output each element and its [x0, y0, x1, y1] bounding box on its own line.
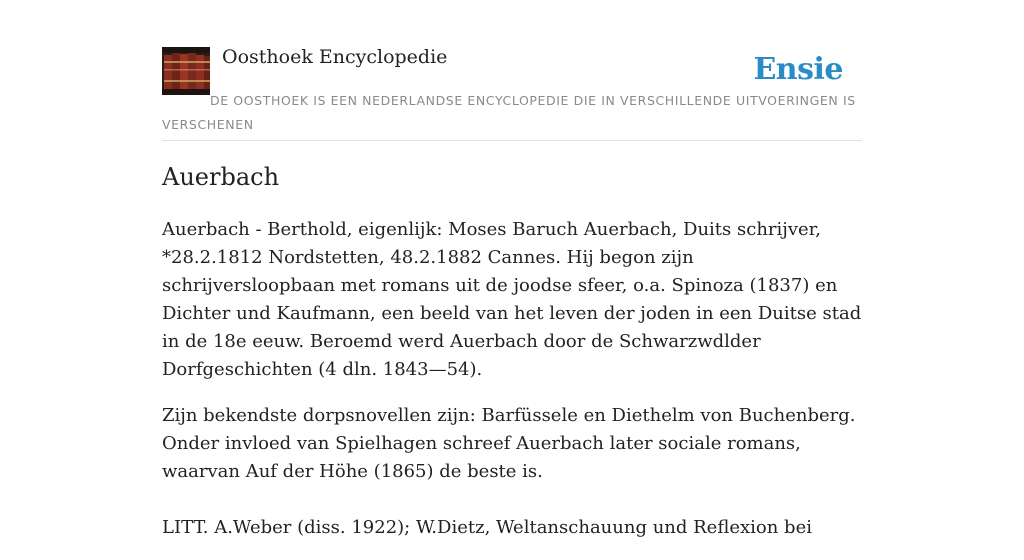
article-paragraph: Zijn bekendste dorpsnovellen zijn: Barfüssele en Diethelm von Buchenberg. Onder invloed van Spielhagen schreef Auerbach later sociale romans, waarvan Auf der Höhe (1865) de beste is. — [162, 405, 856, 482]
encyclopedia-books-icon[interactable] — [162, 47, 210, 95]
article-literature: LITT. A.Weber (diss. 1922); W.Dietz, Weltanschauung und Reflexion bei — [162, 517, 812, 538]
site-tagline: DE OOSTHOEK IS EEN NEDERLANDSE ENCYCLOPEDIE DIE IN VERSCHILLENDE UITVOERINGEN IS VERSCHENEN — [162, 93, 856, 132]
site-header — [162, 0, 862, 141]
content-container — [162, 0, 862, 538]
brand-logo[interactable]: Ensie — [753, 52, 843, 87]
article-paragraph: Auerbach - Berthold, eigenlijk: Moses Baruch Auerbach, Duits schrijver, *28.2.1812 Nordstetten, 48.2.1882 Cannes. Hij begon zijn schrijversloopbaan met romans uit de joodse sfeer, o.a. Spinoza (1837) en Dichter und Kaufmann, een beeld van het leven der joden in een Duitse stad in de 18e eeuw. Beroemd werd Auerbach door de Schwarzwdlder Dorfgeschichten (4 dln. 1843—54). — [162, 219, 862, 380]
article-title: Auerbach — [162, 163, 280, 191]
site-title[interactable]: Oosthoek Encyclopedie — [222, 46, 448, 68]
article-body — [162, 216, 862, 560]
